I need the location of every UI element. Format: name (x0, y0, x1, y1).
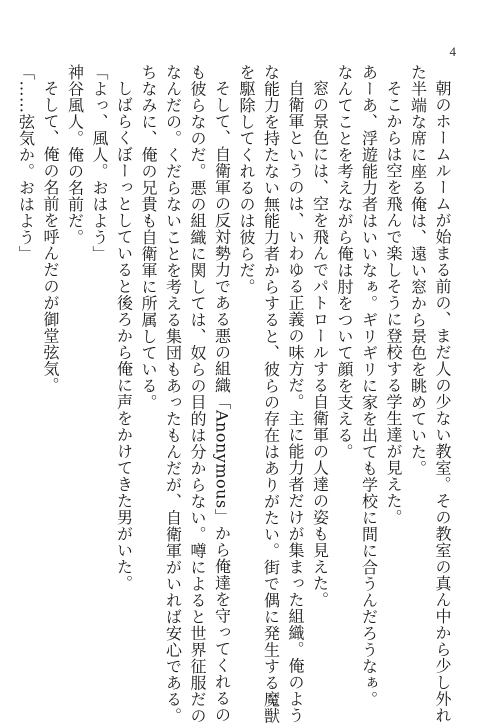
text-line: 朝のホームルームが始まる前の、まだ人の少ない教室。その教室の真ん中から少し外れ (433, 80, 452, 724)
text-line: 「よっ、風人。おはよう」 (90, 64, 109, 262)
text-line: 「……弦気か。おはよう」 (16, 64, 36, 262)
text-line: なんてことを考えながら俺は肘をついて顔を支える。 (335, 64, 354, 460)
text-line: 神谷風人。俺の名前だ。 (65, 64, 85, 246)
text-line: た半端な席に座る俺は、遠い窓から景色を眺めていた。 (408, 64, 428, 477)
page-number: 4 (449, 44, 456, 59)
text-line: も彼らなのだ。悪の組織に関しては、奴らの目的は分からない。噂によると世界征服だの (188, 64, 207, 724)
text-line: 窓の景色には、空を飛んでパトロールする自衛軍の人達の姿も見えた。 (310, 80, 330, 608)
text-line: 自衛軍というのは、いわゆる正義の味方だ。主に能力者だけが集まった組織。俺のよう (286, 80, 305, 724)
text-line: あーあ、浮遊能力者はいいなぁ。ギリギリに家を出ても学校に間に合うんだろうなぁ。 (359, 64, 379, 708)
text-line: しばらくぼーっとしていると後ろから俺に声をかけてきた男がいた。 (114, 80, 134, 592)
body-text (16, 64, 454, 724)
text-line: な能力を持たない無能力者からすると、彼らの存在はありがたい。街で偶に発生する魔獣 (261, 64, 281, 724)
text-line: そして、俺の名前を呼んだのが御堂弦気。 (41, 80, 60, 394)
text-line: そして、自衛軍の反対勢力である悪の組織「Anonymous」から俺達を守ってくれるの (212, 80, 232, 724)
text-line: そこからは空を飛んで楽しそうに登校する学生達が見えた。 (384, 80, 403, 526)
text-line: を駆除してくれるのは彼らだ。 (237, 64, 256, 295)
text-line: なんだの。くだらないことを考える集団もあったもんだが、自衛軍がいれば安心である。 (163, 64, 183, 724)
text-line: ちなみに、俺の兄貴も自衛軍に所属している。 (139, 64, 158, 411)
